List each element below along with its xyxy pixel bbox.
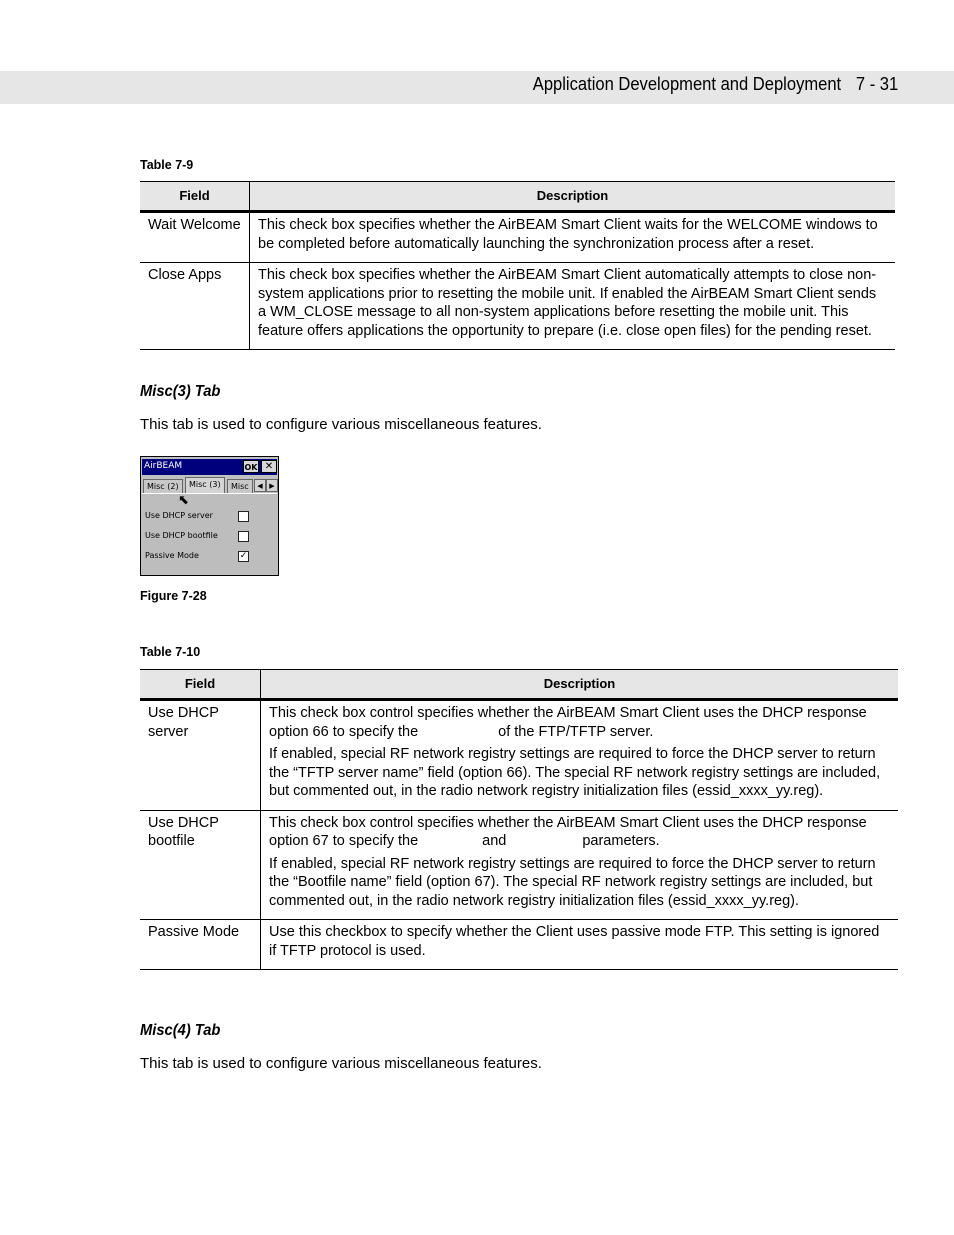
description-text: This check box specifies whether the AirBEAM Smart Client waits for the WELCOME windows to be completed before automatically launching the synchronization process after a reset. [258, 217, 878, 252]
use-dhcp-server-checkbox[interactable] [238, 511, 249, 522]
passive-mode-checkbox[interactable]: ✓ [239, 551, 248, 561]
field-cell: Wait Welcome [140, 212, 250, 263]
tab-misc-3[interactable]: Misc (3) [185, 477, 225, 493]
description-text [269, 704, 890, 741]
field-cell: Close Apps [140, 263, 250, 350]
tab-misc-4[interactable]: Misc [227, 479, 253, 493]
tab-panel [142, 493, 277, 574]
column-header-field: Field [140, 670, 261, 700]
table-caption: Table 7-10 [140, 645, 201, 659]
description-text [269, 814, 890, 851]
text-run: This check box control specifies whether the AirBEAM Smart Client uses the DHCP response option 66 to specify the [269, 705, 867, 740]
option-label: Use DHCP server [145, 511, 213, 520]
tab-misc-2[interactable]: Misc (2) [143, 479, 183, 493]
text-run: parameters. [582, 833, 660, 849]
text-run: and [482, 833, 507, 849]
description-text: This check box specifies whether the AirBEAM Smart Client automatically attempts to close non-system applications prior to resetting the mobile unit. If enabled the AirBEAM Smart Client sends a WM_CLOSE message to all non-system applications before resetting the mobile unit. This feature offers applications the opportunity to prepare (i.e. close open files) for the pending reset. [258, 267, 877, 339]
section-heading: Misc(3) Tab [140, 383, 221, 400]
description-cell [261, 700, 899, 811]
use-dhcp-bootfile-checkbox[interactable] [238, 531, 249, 542]
column-header-description: Description [261, 670, 899, 700]
column-header-field: Field [140, 182, 250, 212]
section-text: This tab is used to configure various miscellaneous features. [140, 416, 542, 433]
section-heading: Misc(4) Tab [140, 1022, 221, 1039]
table-caption: Table 7-9 [140, 158, 194, 172]
mouse-cursor-icon: ⬉ [178, 493, 189, 508]
window-title: AirBEAM [144, 461, 183, 471]
ok-button[interactable]: OK [243, 460, 259, 473]
field-cell: Use DHCP server [140, 700, 261, 811]
window-titlebar [142, 459, 277, 475]
field-cell: Use DHCP bootfile [140, 810, 261, 920]
description-text: If enabled, special RF network registry settings are required to force the DHCP server to return the “Bootfile name” field (option 67). The special RF network registry settings are included, but commented out, in the radio network registry initialization files (essid_xxxx_yy.reg). [269, 855, 876, 909]
table-7-9 [140, 181, 895, 350]
header-title: Application Development and Deployment [532, 74, 841, 94]
tab-scroll-right-icon[interactable]: ▶ [266, 479, 278, 492]
table-row [140, 920, 898, 970]
page-number: 7 - 31 [855, 74, 898, 94]
text-run: of the FTP/TFTP server. [498, 723, 654, 740]
text-run: This check box control specifies whether the AirBEAM Smart Client uses the DHCP response option 67 to specify the [269, 814, 867, 849]
option-label: Passive Mode [145, 551, 199, 560]
description-cell [250, 212, 896, 263]
description-cell [261, 810, 899, 920]
description-cell [261, 920, 899, 970]
description-cell [250, 263, 896, 350]
description-text: If enabled, special RF network registry settings are required to force the DHCP server to return the “TFTP server name” field (option 66). The special RF network registry settings are included, but commented out, in the radio network registry initialization files (essid_xxxx_yy.reg). [269, 746, 881, 799]
column-header-description: Description [250, 182, 896, 212]
section-text: This tab is used to configure various miscellaneous features. [140, 1055, 542, 1072]
field-cell: Passive Mode [140, 920, 261, 970]
page-header [533, 74, 898, 95]
option-label: Use DHCP bootfile [145, 531, 218, 540]
airbeam-window-screenshot [140, 456, 279, 576]
figure-caption: Figure 7-28 [140, 589, 207, 603]
table-row [140, 700, 898, 811]
table-7-10 [140, 669, 898, 970]
tab-scroll-left-icon[interactable]: ◀ [254, 479, 266, 492]
table-row [140, 212, 895, 263]
description-text: Use this checkbox to specify whether the Client uses passive mode FTP. This setting is ignored if TFTP protocol is used. [269, 924, 880, 959]
table-row [140, 263, 895, 350]
table-row [140, 810, 898, 920]
close-button[interactable]: ✕ [261, 460, 277, 473]
